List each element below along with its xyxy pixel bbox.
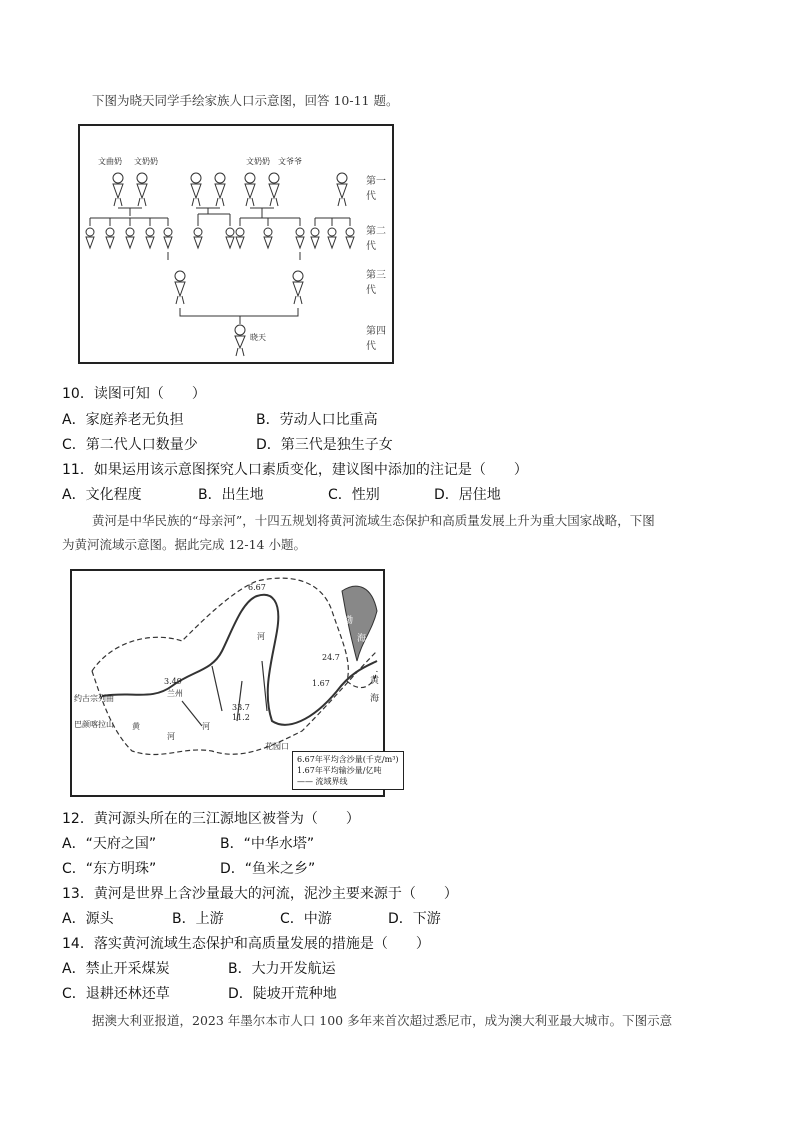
- q13-option-d[interactable]: D．下游: [388, 911, 441, 927]
- map-label: 海: [370, 694, 380, 704]
- q12-option-c[interactable]: C．“东方明珠”: [62, 861, 157, 877]
- map-label: 24.7: [322, 653, 340, 662]
- intro-family: 下图为晓天同学手绘家族人口示意图，回答 10-11 题。: [92, 93, 399, 108]
- map-label: 河: [202, 722, 210, 731]
- q10-option-a[interactable]: A．家庭养老无负担: [62, 412, 184, 428]
- q11-stem: 11．如果运用该示意图探究人口素质变化，建议图中添加的注记是（ ）: [62, 462, 528, 478]
- family-tree-svg: [80, 126, 392, 362]
- intro-yellow-river-1: 黄河是中华民族的“母亲河”，十四五规划将黄河流域生态保护和高质量发展上升为重大国家战略，下图: [92, 513, 655, 528]
- map-label: 黄: [132, 722, 140, 731]
- gen-label-4: 第四代: [366, 326, 386, 352]
- map-label: 约古宗列曲: [74, 694, 114, 703]
- q12-option-b[interactable]: B．“中华水塔”: [220, 836, 315, 852]
- q13-option-a[interactable]: A．源头: [62, 911, 114, 927]
- map-label: 巴颜喀拉山: [74, 720, 114, 729]
- legend-item: —— 流域界线: [297, 777, 348, 786]
- q12-option-d[interactable]: D．“鱼米之乡”: [220, 861, 316, 877]
- q10-option-b[interactable]: B．劳动人口比重高: [256, 412, 378, 428]
- map-label: 33.7: [232, 703, 250, 712]
- gen-label-3: 第三代: [366, 270, 386, 296]
- map-label: 1.67: [312, 679, 330, 688]
- q13-option-b[interactable]: B．上游: [172, 911, 224, 927]
- q11-option-a[interactable]: A．文化程度: [62, 487, 142, 503]
- q10-option-d[interactable]: D．第三代是独生子女: [256, 437, 393, 453]
- map-label: 河: [167, 732, 175, 741]
- q11-option-b[interactable]: B．出生地: [198, 487, 264, 503]
- q14-stem: 14．落实黄河流域生态保护和高质量发展的措施是（ ）: [62, 936, 430, 952]
- map-label: 黄: [370, 676, 380, 686]
- q14-option-d[interactable]: D．陡坡开荒种地: [228, 986, 337, 1002]
- q14-option-c[interactable]: C．退耕还林还草: [62, 986, 170, 1002]
- map-label: 6.67: [248, 583, 266, 592]
- q10-option-c[interactable]: C．第二代人口数量少: [62, 437, 198, 453]
- legend-item: 6.67年平均含沙量(千克/m³): [297, 755, 399, 764]
- intro-australia: 据澳大利亚报道，2023 年墨尔本市人口 100 多年来首次超过悉尼市，成为澳大利亚最大城市。下图示意: [92, 1013, 673, 1028]
- q11-option-c[interactable]: C．性别: [328, 487, 380, 503]
- gen-label-2: 第二代: [366, 226, 386, 252]
- legend-item: 1.67年平均输沙量/亿吨: [297, 766, 382, 775]
- q14-option-a[interactable]: A．禁止开采煤炭: [62, 961, 170, 977]
- q10-stem: 10．读图可知（ ）: [62, 386, 206, 402]
- name-label: 文奶奶: [134, 157, 158, 166]
- map-label: 海: [357, 634, 367, 644]
- map-label: 11.2: [232, 713, 250, 722]
- person-figure: [113, 173, 347, 206]
- map-label: 兰州: [167, 689, 183, 698]
- map-label: 河: [257, 632, 265, 641]
- map-label: 渤: [344, 616, 354, 626]
- q13-stem: 13．黄河是世界上含沙量最大的河流，泥沙主要来源于（ ）: [62, 886, 458, 902]
- q12-stem: 12．黄河源头所在的三江源地区被誉为（ ）: [62, 811, 360, 827]
- q14-option-b[interactable]: B．大力开发航运: [228, 961, 336, 977]
- intro-yellow-river-2: 为黄河流域示意图。据此完成 12-14 小题。: [62, 537, 306, 552]
- yellow-river-map: [70, 569, 399, 797]
- name-label: 晓天: [250, 333, 266, 342]
- q11-option-d[interactable]: D．居住地: [434, 487, 501, 503]
- q12-option-a[interactable]: A．“天府之国”: [62, 836, 157, 852]
- map-label: 花园口: [265, 742, 289, 751]
- family-tree-figure: [78, 124, 394, 364]
- gen-label-1: 第一代: [366, 176, 386, 202]
- name-label: 文奶奶: [246, 157, 270, 166]
- q13-option-c[interactable]: C．中游: [280, 911, 332, 927]
- name-label: 文曲奶: [98, 157, 122, 166]
- map-label: 3.49: [164, 677, 182, 686]
- map-legend: [292, 751, 404, 790]
- name-label: 文爷爷: [278, 157, 302, 166]
